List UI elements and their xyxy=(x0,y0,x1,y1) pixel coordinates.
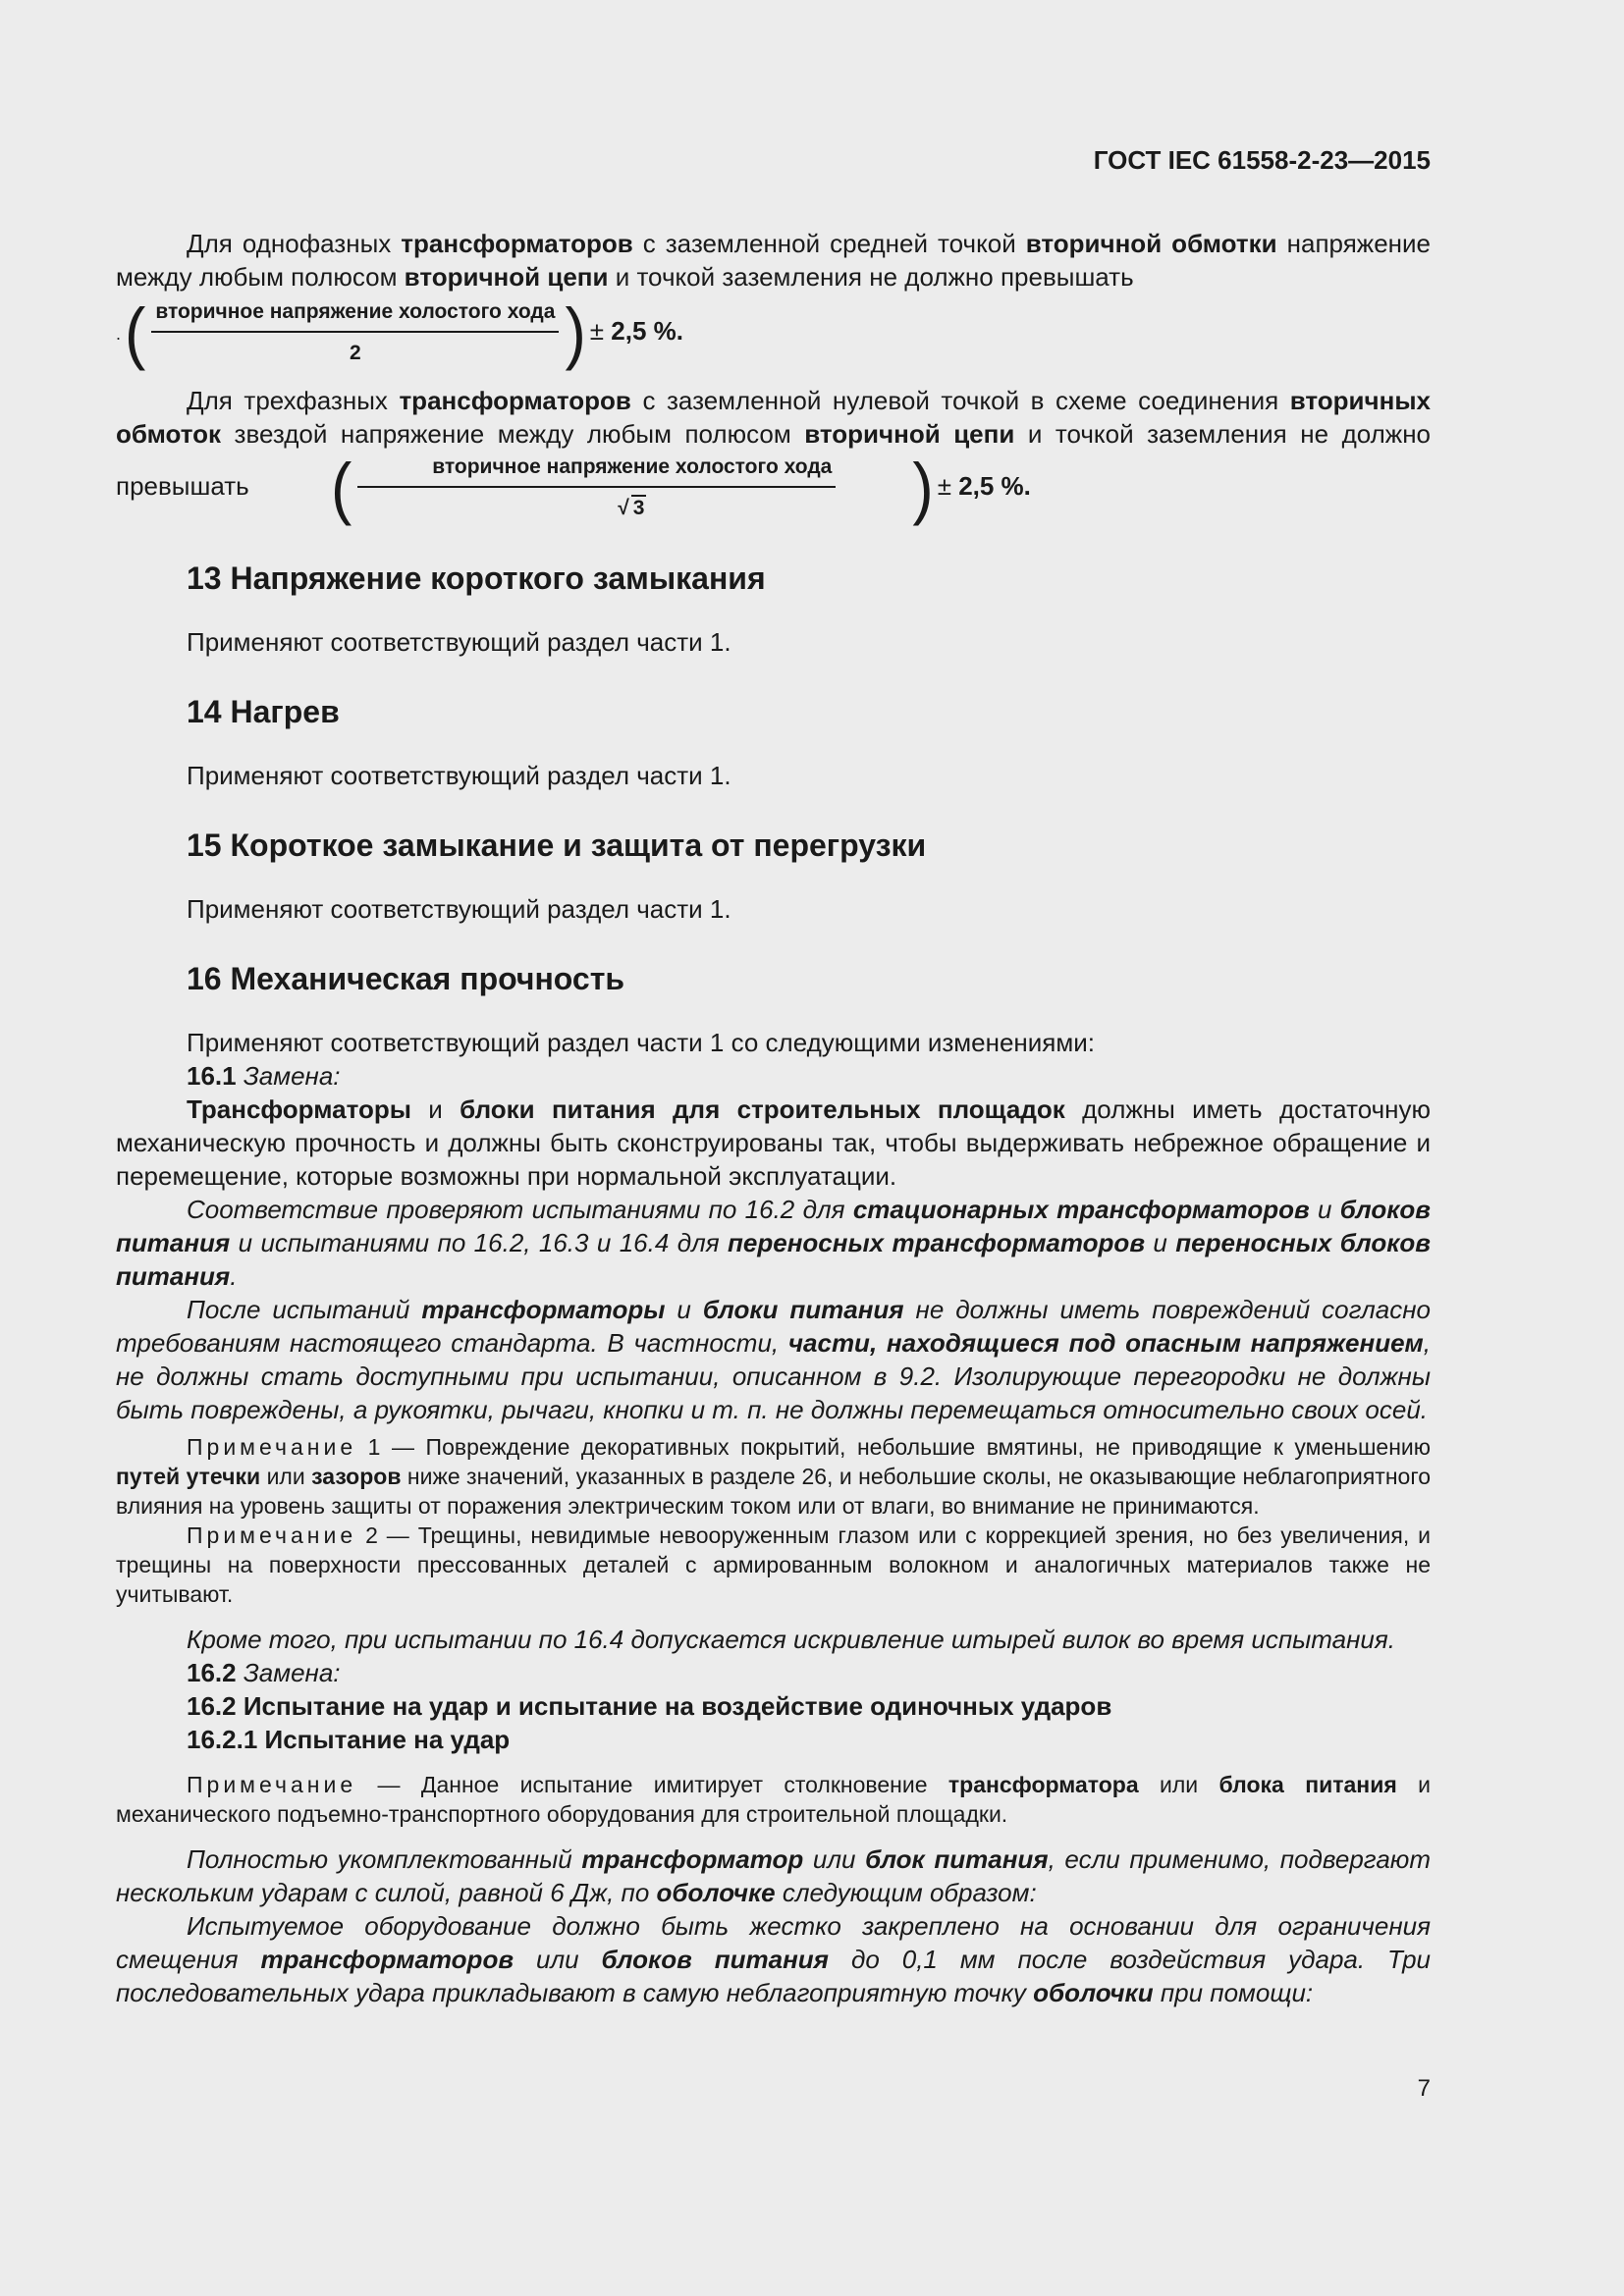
section-14-text: Применяют соответствующий раздел части 1. xyxy=(187,761,731,790)
paragraph-fixing: Испытуемое оборудование должно быть жестко закреплено на основании для ограничения смещения трансформаторов или блоков питания до 0,1 мм после воздействия удара. Три последовательных удара прикладывают в самую неблагоприятную точку оболочки при помощи: xyxy=(116,1911,1431,2007)
heading-16-2-1: 16.2.1 Испытание на удар xyxy=(187,1725,511,1754)
section-14-title: 14 Нагрев xyxy=(187,694,340,729)
section-15-text: Применяют соответствующий раздел части 1. xyxy=(187,894,731,924)
clause-16-1-replacement: 16.1 Замена: xyxy=(187,1061,341,1091)
paragraph-three-phase: Для трехфазных трансформаторов с заземленной нулевой точкой в схеме соединения вторичных обмоток звездой напряжение между любым полюсом вторичной цепи и точкой заземления не должно превышать ( $\frac{\text{вторичное напряжение холостого хода}}{√ 3}$ ) ± 2,5 %. xyxy=(116,386,1432,527)
section-16-title: 16 Механическая прочность xyxy=(187,961,625,996)
paragraph-pin-bending: Кроме того, при испытании по 16.4 допускается искривление штырей вилок во время испытания. xyxy=(187,1625,1395,1654)
note-impact-test: Примечание — Данное испытание имитирует столкновение трансформатора или блока питания и механического подъемно-транспортного оборудования для строительной площадки. xyxy=(116,1772,1431,1827)
formula-line-1: . ( $\frac{\text{вторичное напряжение холостого хода}}{2}$ ) ± 2,5 %. xyxy=(116,294,683,372)
fraction-root3: ( $\frac{\text{вторичное напряжение холостого хода}}{√ 3}$ ) xyxy=(330,449,934,527)
fraction-half: ( $\frac{\text{вторичное напряжение холостого хода}}{2}$ ) xyxy=(125,294,586,372)
note-1: Примечание 1 — Повреждение декоративных покрытий, небольшие вмятины, не приводящие к уменьшению путей утечки или зазоров ниже значений, указанных в разделе 26, и небольшие сколы, не оказывающие неблагоприятного влияния на уровень защиты от поражения электрическим током или от влаги, во внимание не принимаются. xyxy=(116,1434,1432,1519)
paragraph-single-phase: Для однофазных трансформаторов с заземленной средней точкой вторичной обмотки напряжение между любым полюсом вторичной цепи и точкой заземления не должно превышать xyxy=(116,229,1431,292)
paragraph-impact-procedure: Полностью укомплектованный трансформатор или блок питания, если применимо, подвергают нескольким ударам с силой, равной 6 Дж, по оболочке следующим образом: xyxy=(116,1844,1431,1907)
sqrt-sign-icon: √ xyxy=(618,497,629,519)
section-13-title: 13 Напряжение короткого замыкания xyxy=(187,561,766,596)
paragraph-mechanical-strength: Трансформаторы и блоки питания для строительных площадок должны иметь достаточную механическую прочность и должны быть сконструированы так, чтобы выдерживать небрежное обращение и перемещение, которые возможны при нормальной эксплуатации. xyxy=(116,1095,1431,1191)
clause-16-2-replacement: 16.2 Замена: xyxy=(187,1658,341,1687)
page-number: 7 xyxy=(1417,2075,1431,2102)
note-2: Примечание 2 — Трещины, невидимые невооруженным глазом или с коррекцией зрения, но без увеличения, и трещины на поверхности прессованных деталей с армированным волокном и аналогичных материалов также не учитывают. xyxy=(116,1522,1431,1607)
document-header: ГОСТ IEC 61558-2-23—2015 xyxy=(1093,145,1431,175)
section-15-title: 15 Короткое замыкание и защита от перегрузки xyxy=(187,828,927,863)
paragraph-after-tests: После испытаний трансформаторы и блоки питания не должны иметь повреждений согласно требованиям настоящего стандарта. В частности, части, находящиеся под опасным напряжением, не должны стать доступными при испытании, описанном в 9.2. Изолирующие перегородки не должны быть повреждены, а рукоятки, рычаги, кнопки и т. п. не должны перемещаться относительно своих осей. xyxy=(116,1295,1432,1424)
paragraph-compliance: Соответствие проверяют испытаниями по 16.2 для стационарных трансформаторов и блоков питания и испытаниями по 16.2, 16.3 и 16.4 для переносных трансформаторов и переносных блоков питания. xyxy=(116,1195,1432,1291)
heading-16-2: 16.2 Испытание на удар и испытание на воздействие одиночных ударов xyxy=(187,1691,1112,1721)
section-13-text: Применяют соответствующий раздел части 1. xyxy=(187,627,731,657)
section-16-text: Применяют соответствующий раздел части 1 со следующими изменениями: xyxy=(187,1028,1096,1057)
